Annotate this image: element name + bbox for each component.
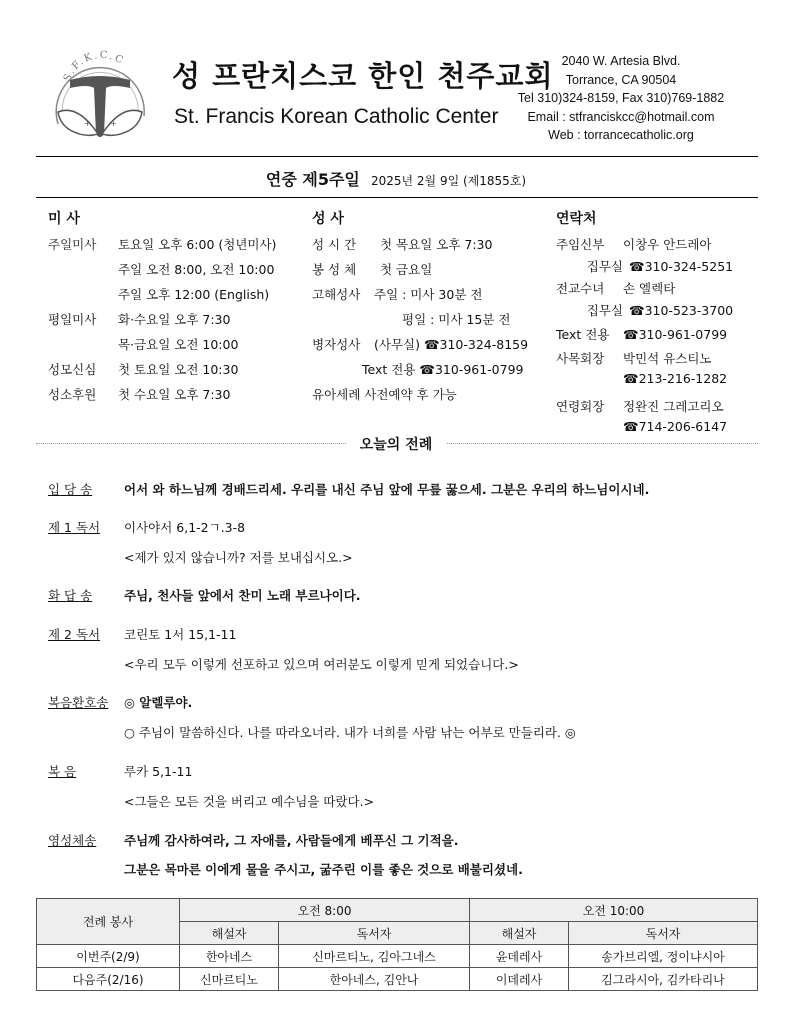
alleluia-label: 복음환호송 bbox=[48, 695, 109, 710]
mass-time: 주일 오전 8:00, 오전 10:00 bbox=[118, 262, 275, 277]
mass1-header: 오전 8:00 bbox=[180, 899, 470, 922]
table-corner: 전례 봉사 bbox=[37, 899, 180, 945]
sacrament-label: 성 시 간 bbox=[312, 237, 357, 252]
sacrament-label: 병자성사 bbox=[312, 337, 361, 352]
reading1-label: 제 1 독서 bbox=[48, 520, 101, 535]
sacrament-text: 첫 목요일 오후 7:30 bbox=[380, 237, 493, 252]
svg-text:+: + bbox=[84, 119, 91, 128]
mass-label: 성모신심 bbox=[48, 362, 97, 377]
sacrament-text: 평일 : 미사 15분 전 bbox=[402, 312, 511, 327]
lector-cell: 한아네스, 김안나 bbox=[279, 968, 470, 991]
liturgy-heading: 오늘의 전례 bbox=[0, 434, 792, 454]
commentator-cell: 한아네스 bbox=[180, 945, 279, 968]
parish-logo bbox=[44, 46, 156, 150]
sunday-name: 연중 제5주일 bbox=[265, 170, 360, 189]
contact-value: 손 엘렉타 bbox=[623, 281, 676, 296]
sacrament-label: 봉 성 체 bbox=[312, 262, 357, 277]
sacrament-text: Text 전용 ☎310-961-0799 bbox=[362, 362, 524, 377]
commentator-header: 해설자 bbox=[470, 922, 569, 945]
sunday-date: 2025년 2월 9일 (제1855호) bbox=[370, 174, 527, 188]
week-cell: 이번주(2/9) bbox=[37, 945, 180, 968]
commentator-header: 해설자 bbox=[180, 922, 279, 945]
contact-phone[interactable]: ☎213-216-1282 bbox=[623, 371, 728, 386]
sacrament-text: (사무실) ☎310-324-8159 bbox=[374, 337, 529, 352]
table-row bbox=[37, 945, 758, 968]
lector-cell: 신마르티노, 김아그네스 bbox=[279, 945, 470, 968]
svg-text:+: + bbox=[110, 119, 117, 128]
commentator-cell: 신마르티노 bbox=[180, 968, 279, 991]
week-cell: 다음주(2/16) bbox=[37, 968, 180, 991]
contact-role: 전교수녀 bbox=[556, 281, 605, 296]
header-divider bbox=[36, 156, 758, 157]
table-row bbox=[37, 968, 758, 991]
tel-fax: Tel 310)324-8159, Fax 310)769-1882 bbox=[517, 91, 725, 105]
reading1-summary: <제가 있지 않습니까? 저를 보내십시오.> bbox=[124, 550, 353, 565]
contact-role: 연령회장 bbox=[556, 399, 605, 414]
mass-heading: 미 사 bbox=[48, 211, 80, 227]
gospel-label: 복 음 bbox=[48, 764, 77, 779]
mass-time: 첫 수요일 오후 7:30 bbox=[118, 387, 231, 402]
gospel-summary: <그들은 모든 것을 버리고 예수님을 따랐다.> bbox=[124, 794, 375, 809]
entrance-label: 입 당 송 bbox=[48, 482, 93, 497]
reading2-summary: <우리 모두 이렇게 선포하고 있으며 여러분도 이렇게 믿게 되었습니다.> bbox=[124, 657, 519, 672]
communion-antiphon-line1: 주님께 감사하여라, 그 자애를, 사람들에게 베푸신 그 기적을. bbox=[124, 833, 459, 848]
contact-value: 박민석 유스티노 bbox=[623, 351, 712, 366]
liturgy-ministers-table bbox=[36, 898, 758, 991]
contact-role: 집무실 bbox=[586, 303, 623, 318]
contact-role: Text 전용 bbox=[556, 327, 610, 342]
mass-time: 목·금요일 오전 10:00 bbox=[118, 337, 239, 352]
contact-role: 집무실 bbox=[586, 259, 623, 274]
mass-label: 성소후원 bbox=[48, 387, 97, 402]
commentator-cell: 윤데레사 bbox=[470, 945, 569, 968]
contact-role: 사목회장 bbox=[556, 351, 605, 366]
parish-contact-block bbox=[496, 52, 746, 145]
lector-header: 독서자 bbox=[569, 922, 758, 945]
mass-time: 화·수요일 오후 7:30 bbox=[118, 312, 231, 327]
contact-phone[interactable]: ☎714-206-6147 bbox=[623, 419, 728, 434]
alleluia-verse: ○ 주님이 말씀하신다. 나를 따라오너라. 내가 너희를 사람 낚는 어부로 만들리라. ◎ bbox=[124, 725, 576, 740]
contact-phone[interactable]: ☎310-961-0799 bbox=[623, 327, 728, 342]
communion-label: 영성체송 bbox=[48, 833, 97, 848]
mass-label: 주일미사 bbox=[48, 237, 97, 252]
reading1-ref: 이사야서 6,1-2ㄱ.3-8 bbox=[124, 520, 246, 535]
logo-text: S.F.K.C.C bbox=[61, 49, 127, 84]
parish-title-korean: 성 프란치스코 한인 천주교회 bbox=[172, 59, 554, 93]
sacrament-text: 유아세례 사전예약 후 가능 bbox=[312, 387, 457, 402]
mass-label: 평일미사 bbox=[48, 312, 97, 327]
contact-phone[interactable]: ☎310-324-5251 bbox=[629, 259, 734, 274]
sacrament-text: 첫 금요일 bbox=[380, 262, 433, 277]
sacrament-label: 고해성사 bbox=[312, 287, 361, 302]
reading2-ref: 코린토 1서 15,1-11 bbox=[124, 627, 237, 642]
contact-value: 정완진 그레고리오 bbox=[623, 399, 724, 414]
mass-time: 첫 토요일 오전 10:30 bbox=[118, 362, 239, 377]
mass2-header: 오전 10:00 bbox=[470, 899, 758, 922]
entrance-antiphon: 어서 와 하느님께 경배드리세. 우리를 내신 주님 앞에 무릎 꿇으세. 그분은 우리의 하느님이시네. bbox=[124, 482, 650, 497]
email[interactable]: Email : stfranciskcc@hotmail.com bbox=[527, 109, 715, 124]
contact-role: 주임신부 bbox=[556, 237, 605, 252]
website[interactable]: Web : torrancecatholic.org bbox=[548, 128, 694, 142]
banner-divider bbox=[36, 197, 758, 198]
contacts-heading: 연락처 bbox=[556, 211, 597, 227]
contact-value: 이창우 안드레아 bbox=[623, 237, 712, 252]
mass-time: 토요일 오후 6:00 (청년미사) bbox=[118, 237, 277, 252]
gospel-ref: 루카 5,1-11 bbox=[124, 764, 193, 779]
lector-header: 독서자 bbox=[279, 922, 470, 945]
mass-time: 주일 오후 12:00 (English) bbox=[118, 287, 270, 302]
reading2-label: 제 2 독서 bbox=[48, 627, 101, 642]
contact-phone[interactable]: ☎310-523-3700 bbox=[629, 303, 734, 318]
sacrament-heading: 성 사 bbox=[312, 211, 344, 227]
sacrament-text: 주일 : 미사 30분 전 bbox=[374, 287, 483, 302]
parish-title-english: St. Francis Korean Catholic Center bbox=[174, 105, 499, 128]
lector-cell: 김그라시아, 김카타리나 bbox=[569, 968, 758, 991]
psalm-label: 화 답 송 bbox=[48, 588, 93, 603]
communion-antiphon-line2: 그분은 목마른 이에게 물을 주시고, 굶주린 이를 좋은 것으로 배불리셨네. bbox=[124, 862, 523, 877]
psalm-response: 주님, 천사들 앞에서 찬미 노래 부르나이다. bbox=[124, 588, 361, 603]
sunday-banner bbox=[0, 167, 792, 190]
address-line-2: Torrance, CA 90504 bbox=[565, 72, 677, 87]
commentator-cell: 이데레사 bbox=[470, 968, 569, 991]
address-line-1: 2040 W. Artesia Blvd. bbox=[561, 54, 681, 68]
lector-cell: 송가브리엘, 정이냐시아 bbox=[569, 945, 758, 968]
alleluia-acclamation: ◎ 알렐루야. bbox=[124, 695, 193, 710]
